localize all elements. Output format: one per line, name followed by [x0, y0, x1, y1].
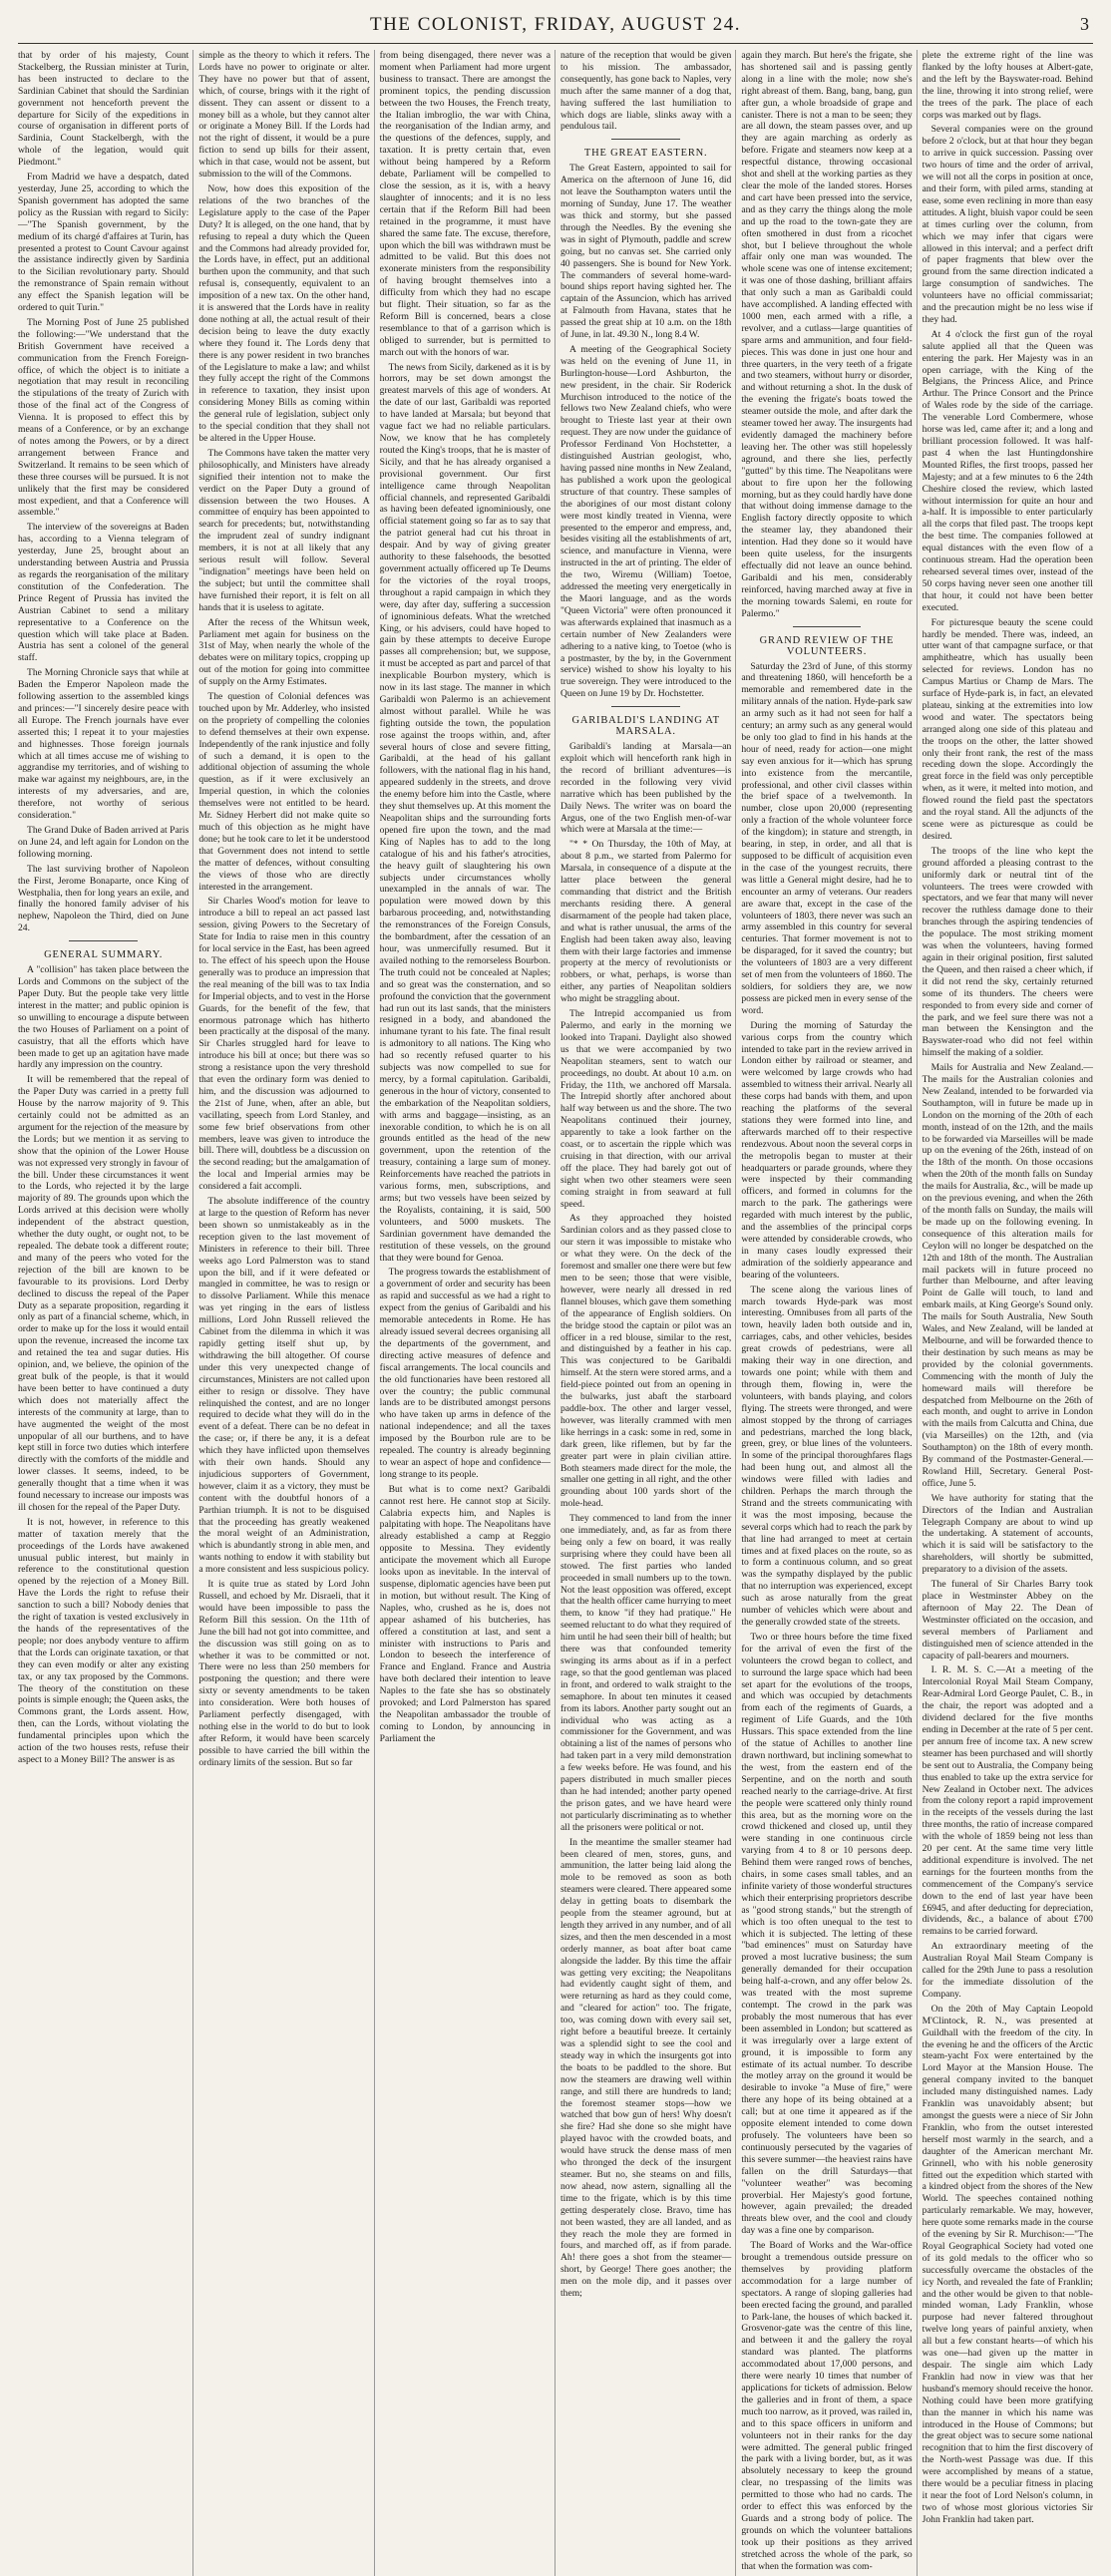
article-paragraph: A "collision" has taken place between the Lords and Commons on the subject of the Paper Duty. But the people take very little interest in the matter; and public opinion is so unwilling to encourage a dispute between the two Houses of Parliament on a point of casuistry, that all the efforts which have been made to get up an agitation have made hardly any impression on the country.: [18, 964, 189, 1071]
article-paragraph: I. R. M. S. C.—At a meeting of the Intercolonial Royal Mail Steam Company, Rear-Admiral Lord George Paulet, C. B., in the chair, the report was adopted and a dividend declared for the five months ending in December at the rate of 5 per cent. per annum free of income tax. A new screw steamer has been purchased and will shortly be sent out to Australia, the Company being thus enabled to take up the extra service for New Zealand in October next. The advices from the colony report a rapid improvement in the receipts of the vessels during the last three months, the ratio of increase compared with the whole of 1859 being not less than 20 per cent. At the same time very little additional expenditure is involved. The net earnings for the fourteen months from the commencement of the Company's service down to the end of last year have been £6945, and after deducting for depreciation, dividends, &c., a balance of about £700 remains to be carried forward.: [922, 1664, 1093, 1938]
article-paragraph: The scene along the various lines of march towards Hyde-park was most interesting. Omnibuses from all parts of the town, heavily laden both outside and in, carriages, cabs, and other vehicles, besides great crowds of pedestrians, were all making their way in one direction, and towards one point; while with them and through them, flowing in, were the volunteers, with bands playing, and colors flying. The streets were thronged, and were almost stopped by the throng of carriages and pedestrians, marched the long black, green, grey, or blue lines of the volunteers. In some of the principal thoroughfares flags had been hung out, and almost all the windows were filled with ladies and children. Perhaps the march through the Strand and the streets communicating with it was the most imposing, because the several corps which had to reach the park by that line had arranged to meet at certain times and at fixed places on the route, so as to form a continuous column, and so great was the sympathy displayed by the public that no interruption was experienced, except such as arose naturally from the great number of vehicles which were about and the generally crowded state of the streets.: [741, 1284, 913, 1628]
section-heading: GARIBALDI'S LANDING AT MARSALA.: [571, 715, 720, 738]
article-paragraph: The Great Eastern, appointed to sail for America on the afternoon of June 16, did not leave the Southampton waters until the morning of Sunday, June 17. The weather was thick and stormy, but she passed through the Needles. By the evening she was in sight of Plymouth, paddle and screw going, but no canvas set. She carried only 40 passengers. She is bound for New York. The commanders of several home-ward-bound ships report having sighted her. The captain of the Assuncion, which has arrived at Falmouth from Havana, states that he passed the great ship at 10 a.m. on the 18th of June, in lat. 49.30 N., long 8.4 W.: [559, 163, 732, 341]
article-paragraph: An extraordinary meeting of the Australian Royal Mail Steam Company is called for the 29th June to pass a resolution for the immediate dissolution of the Company.: [922, 1941, 1093, 2000]
article-paragraph: The interview of the sovereigns at Baden has, according to a Vienna telegram of yesterday, June 25, brought about an understanding between Austria and Prussia as regards the reorganisation of the military constitution of the Confederation. The Prince Regent of Prussia has invited the Austrian Cabinet to send a military representative to a Conference on the question which will take place at Baden. Austria has sent a colonel of the general staff.: [18, 522, 189, 664]
article-paragraph: The Grand Duke of Baden arrived at Paris on June 24, and left again for London on the following morning.: [18, 825, 189, 860]
section-heading: THE GREAT EASTERN.: [583, 148, 708, 160]
article-paragraph: The funeral of Sir Charles Barry took place in Westminster Abbey on the afternoon of May 22. The Dean of Westminster officiated on the occasion, and several members of Parliament and distinguished men of science attended in the capacity of pall-bearers and mourners.: [922, 1579, 1093, 1661]
article-paragraph: During the morning of Saturday the various corps from the country which intended to take part in the review arrived in London either by railroad or steamer, and were welcomed by large crowds who had assembled to witness their arrival. Nearly all these corps had bands with them, and upon reaching the platforms of the several stations they were formed into line, and afterwards marched off to their respective rendezvous. About noon the several corps in the metropolis began to muster at their headquarters or parade grounds, where they were inspected by their commanding officers, and formed in columns for the march to the park. The gatherings were regarded with much interest by the public, and the assemblies of the principal corps were attended by considerable crowds, who in many cases loudly expressed their admiration of the soldierly appearance and bearing of the volunteers.: [741, 1019, 913, 1281]
article-paragraph: For picturesque beauty the scene could hardly be mended. There was, indeed, an utter want of that campagne surface, or that amphitheatre, which has usually been selected for reviews. London has no Campus Martius or Champ de Mars. The surface of Hyde-park is, in fact, an elevated plateau, sinking at the extremities into low wood and water. The spectators being arranged along one side of this plateau and the troops on the other, the latter showed only their front rank, the rest of the mass receding down the slope. Accordingly the great force in the field was only perceptible when, as it were, it melted into motion, and flowed round the field past the spectators and the royal stand. All the adjuncts of the scene were as picturesque as could be desired.: [922, 616, 1093, 842]
article-paragraph: The Intrepid accompanied us from Palermo, and early in the morning we looked into Trapani. Daylight also showed us that we were accompanied by two Neapolitan steamers, sent to watch our proceedings, no doubt. At about 10 a.m. on Friday, the 11th, we anchored off Marsala. The Intrepid shortly after anchored about half way between us and the shore. The two Neapolitans continued their journey, apparently to take a look farther on the coast, or to ascertain the ripple which was cruising in that direction, with our arrival off the place. They had barely got out of sight when two other steamers were seen coming straight in from seaward at full speed.: [559, 1008, 732, 1210]
columns-container: [18, 50, 1093, 2572]
article-paragraph: At 4 o'clock the first gun of the royal salute applied all that the Queen was entering the park. Her Majesty was in an open carriage, with the King of the Belgians, the Princess Alice, and Prince Arthur. The Prince Consort and the Prince of Wales rode by the side of the carriage. The venerable Lord Combermere, whose horse was led, came after it; and a long and brilliant procession followed. It was half-past 4 when the last Huntingdonshire Mounted Rifles, the first troops, passed her Majesty; and at a few minutes to 6 the 24th Cheshire closed the review, which lasted without intermission for quite an hour and a-half. It is impossible to enter particularly all the corps that filed past. The troops kept the best time. The companies followed at equal distances with the even flow of a continuous stream. Had the operation been rehearsed several times over, instead of the 50 corps having never seen one another till that hour, it could not have been better executed.: [922, 328, 1093, 613]
section-heading: GRAND REVIEW OF THE VOLUNTEERS.: [759, 634, 895, 657]
article-paragraph: The Morning Chronicle says that while at Baden the Emperor Napoleon made the following assertion to the assembled kings and princes:—"I sincerely desire peace with all Europe. The French journals have ever asserted this; I repeat it to your majesties and highnesses. Those foreign journals which at all times accuse me of wishing to aggrandise my territories, and of wishing to make war against my neighbours, are, in the interests of my adversaries, and are, therefore, not worthy of serious consideration.": [18, 667, 189, 822]
section-heading: GENERAL SUMMARY.: [44, 949, 164, 961]
column-6: [923, 50, 1093, 2576]
section-rule: [69, 940, 138, 941]
article-paragraph: The Board of Works and the War-office brought a tremendous outside pressure on themselves by providing platform accommodation for a large number of spectators. A range of sloping galleries had been erected facing the ground, and paralled to Park-lane, the houses of which backed it. Grosvenor-gate was the centre of this line, and between it and the gallery the royal standard was planted. The platforms accommodated about 17,000 persons, and there were nearly 10 times that number of applications for tickets of admission. Below the galleries and in front of them, a space much too narrow, as it proved, was railed in, and to this space officers in uniform and volunteers not in their ranks for the day were admitted. The general public fringed the park with a living border, but, as it was absolutely necessary to keep the ground clear, no trespassing of the limits was permitted to those who had no cards. The order to effect this was enforced by the Guards and a strong body of police. The grounds on which the volunteer battalions took up their positions as they arrived stretched across the whole of the park, so that when the formation was com-: [741, 2240, 913, 2572]
article-paragraph: The Commons have taken the matter very philosophically, and Ministers have already signified their intention not to make the verdict on the Paper Duty a ground of dissension between the two Houses. A committee of enquiry has been appointed to search for precedents; but, notwithstanding the imprudent zeal of sundry indignant members, it is not at all likely that any serious result will follow. Several "indignation" meetings have been held on the subject; but until the committee shall have furnished their report, it is felt on all hands that it is useless to agitate.: [198, 447, 370, 613]
article-paragraph: The progress towards the establishment of a government of order and security has been as rapid and successful as we had a right to expect from the genius of Garibaldi and his memorable antecedents in Rome. He has already issued several decrees organising all the departments of the government, and directing active measures of defence and fiscal arrangements. The local councils and the old functionaries have been restored all over the country; the public communal lands are to be distributed amongst persons who have taken up arms in defence of the national independence; and all the taxes imposed by the Bourbon rule are to be repealed. The country is already beginning to wear an aspect of hope and confidence—long strange to its people.: [379, 1267, 551, 1480]
masthead: [18, 6, 1093, 44]
article-paragraph: simple as the theory to which it refers. The Lords have no power to originate or alter. They have no power but that of assent, which, of course, brings with it the right of dissent. They can assent or dissent to a money bill as a whole, but they cannot alter or originate a Money Bill. If the Lords had not the right of dissent, it would be a pure fiction to send up bills for their assent, which in that case, would not be assent, but submission to the will of the Commons.: [198, 50, 370, 181]
column-1: [18, 50, 188, 2576]
section-rule: [611, 706, 680, 707]
article-paragraph: A meeting of the Geographical Society was held on the evening of June 11, in Burlington-house—Lord Ashburton, the new president, in the chair. Sir Roderick Murchison introduced to the notice of the fellows two New Zealand chiefs, who were brought to Trieste last year at their own request. They are now under the guidance of Professor Ferdinand Von Hochstetter, a distinguished Austrian geologist, who, having passed nine months in New Zealand, has published a work upon the geological structure of that country. These samples of the aborigines of our most distant colony were most kindly treated in Vienna, were presented to the emperor and empress, and, besides visiting all the establishments of art, science, and manufacture in Vienna, were instructed in the art of printing. The elder of the two, Wiremu (William) Toetoe, addressed the meeting very energetically in the Maori language, and as the words "Queen Victoria" were often pronounced it was afterwards explained that inasmuch as a certain number of New Zealanders were adhering to a native king, to Toetoe (who is a postmaster, by the by, in the Government service) wished to show his loyalty to his true sovereign. They were introduced to the Queen on June 19 by Dr. Hochstetter.: [559, 343, 732, 700]
article-paragraph: From Madrid we have a despatch, dated yesterday, June 25, according to which the Spanish government has adopted the same policy as the Russian with regard to Sicily:—"The Spanish government, by the medium of its chargé d'affaires at Turin, has presented a protest to Count Cavour against the assistance indirectly given by Sardinia to the Sicilian revolutionary party. Should the remonstrance of Spain remain without any effect the Spanish legation will be ordered to quit Turin.": [18, 172, 189, 314]
column-4: [560, 50, 731, 2576]
article-paragraph: Sir Charles Wood's motion for leave to introduce a bill to repeal an act passed last session, giving Powers to the Secretary of State for India to raise men in this country for local service in the East, has been agreed to. The effect of his speech upon the House generally was to produce an impression that the real meaning of the bill was to tax India for Imperial objects, and to vest in the Horse Guards, for the benefit of the few, that enormous patronage which has hitherto been practically at the disposal of the many. Sir Charles struggled hard for leave to introduce his bill at once; but there was so strong a resistance upon the very threshold that even the ordinary form was denied to him, and the discussion was adjourned to the 21st of June, when, after an able, but vacillating, speech from Lord Stanley, and some few brief observations from other members, leave was given to introduce the bill. There will, doubtless be a discussion on the second reading; but the amalgamation of the local and Imperial armies may be considered a fait accompli.: [198, 896, 370, 1193]
article-paragraph: The absolute indifference of the country at large to the question of Reform has never been shown so unmistakeably as in the reception given to the last movement of Ministers in reference to their bill. Three weeks ago Lord Palmerston was to stand upon the bill, and if it were defeated or mangled in committee, he was to resign or to dissolve Parliament. While this menace was yet ringing in the ears of listless millions, Lord John Russell relieved the Cabinet from the dilemma in which it was rapidly getting itself shut up, by withdrawing the bill altogether. Of course under this very unexpected change of circumstances, Ministers are not called upon either to resign or dissolve. They have relinquished the contest, and are no longer required to decide what they will do in the event of a defeat. There can be no defeat in the case; or, if there be any, it is a defeat which they have inflicted upon themselves with their own hands. Should any injudicious supporters of Government, however, claim it as a victory, they must be content with the doubtful honors of a Parthian triumph. It is not to be disguised that the proceeding has greatly weakened the moral weight of an Administration, which is abundantly strong in able men, and wants nothing to endow it with stability but a more consistent and less suspicious policy.: [198, 1196, 370, 1576]
article-paragraph: As they approached they hoisted Sardinian colors and as they passed close to our stern it was impossible to mistake who or what they were. On the deck of the foremost and smaller one there were but few men to be seen; those that were visible, however, were nearly all dressed in red flannel blouses, which gave them something of the appearance of English soldiers. On the bridge stood the captain or pilot was an officer in a red blouse, similar to the rest, and distinguished by a feather in his cap. This was conjectured to be Garibaldi himself. At the stern were stored arms, and a field-piece pointed out from an opening in the bulwarks, just abaft the starboard paddle-box. The other and larger vessel, however, was literally crammed with men like herrings in a cask: some in red, some in dark green, like riflemen, but by far the greater part were in plain civilian attire. Both steamers made direct for the mole, the smaller one getting in all right, and the other grounding about 100 yards short of the mole-head.: [559, 1213, 732, 1510]
article-paragraph: Saturday the 23rd of June, of this stormy and threatening 1860, will henceforth be a memorable and remembered date in the military annals of the nation. Hyde-park saw an army such as it had not seen for half a century; an army such as any general would be only too glad to find in his hands at the hour of need, ready for action—one might say even anxious for it—which has sprung into existence from the mercantile, professional, and other civil classes within the brief space of a twelvemonth. In number, close upon 20,000 (representing only a fraction of the whole volunteer force of the kingdom); in stature and strength, in bearing, in step, in order, and all that is supposed to be difficult of acquisition even in the case of the youngest recruits, there was little a General might desire, had he to encounter an army of veterans. Our readers are aware that, except in the case of the volunteers of 1803, there never was such an army assembled in this country for several centuries. That former movement is not to be disparaged, for it saved the country; but the volunteers of 1803 are a very different set of men from the volunteers of 1860. The soldiers, for soldiers they are, we now possess are picked men in every sense of the word.: [741, 660, 913, 1016]
section-rule: [793, 626, 862, 627]
article-paragraph: that by order of his majesty, Count Stackelberg, the Russian minister at Turin, has been instructed to declare to the Sardinian Cabinet that should the Sardinian government not henceforth prevent the departure for Sicily of the expeditions in course of organisation in different ports of Sardinia, Count Stackelbergh, with the whole of the legation, would quit Piedmont.": [18, 50, 189, 169]
article-paragraph: Mails for Australia and New Zealand.—The mails for the Australian colonies and New Zealand, intended to be forwarded via Southampton, will in future be made up in London on the morning of the 20th of each month, instead of on the 12th, and the mails to be forwarded via Marseilles will be made up on the evening of the 26th, instead of on the 18th of the month. On those occasions when the 20th of the month falls on Sunday the mails for Australia, &c., will be made up on the previous evening, and when the 26th of the month falls on Sunday, the mails will be made up on the following evening. In consequence of this alteration mails for Ceylon will no longer be despatched on the 12th and 18th of the month. The Australian mail packets will in future proceed no further than Melbourne, and after leaving Point de Galle will touch, to land and embark mails, at King George's Sound only. The mails for South Australia, New South Wales, and New Zealand, will be landed at Melbourne, and will be forwarded thence to their destination by such means as may be provided by the colonial governments. Commencing with the month of July the homeward mails will therefore be despatched from Melbourne on the 26th of each month, and ought to arrive in London with the mails from Calcutta and China, due (via Marseilles) on the 12th, and (via Southampton) on the 18th of every month. By command of the Postmaster-General.—Rowland Hill, Secretary. General Post-office, June 5.: [922, 1062, 1093, 1489]
article-paragraph: On the 20th of May Captain Leopold M'Clintock, R. N., was presented at Guildhall with the freedom of the city. In the evening he and the officers of the Arctic steam-yacht Fox were entertained by the Lord Mayor at the Mansion House. The general company invited to the banquet included many distinguished names. Lady Franklin was unavoidably absent; but amongst the guests were a niece of Sir John Franklin, who from the outset interested herself most warmly in the search, and a daughter of the American merchant Mr. Grinnell, who with his noble generosity fitted out the expedition which started with a kindred object from the shores of the New World. The speeches contained nothing particularly remarkable. We may, however, here quote some remarks made in the course of the evening by Sir R. Murchison:—"The Royal Geographical Society had voted one of its gold medals to the officer who so successfully overcame the obstacles of the icy North, and revealed the fate of Franklin; and the other would be given to that noble-minded woman, Lady Franklin, whose purpose had never faltered throughout twelve long years of painful anxiety, when all but a few constant hearts—of which his was one—had given up the matter in despair. The single aim which Lady Franklin had now in view was that her husband's memory should receive the honor. Nothing could have been more gratifying than the manner in which his name was introduced in the House of Commons; but the great object was to secure some national recognition that to him the first discovery of the North-west Passage was due. If this were accomplished by means of a statue, there would be a peculiar fitness in placing it near the foot of Lord Nelson's column, in two of whose most glorious victories Sir John Franklin had taken part.: [922, 2003, 1093, 2525]
article-paragraph: Now, how does this exposition of the relations of the two branches of the Legislature apply to the case of the Paper Duty? It is alleged, on the one hand, that by refusing to repeal a duty which the Queen and the Commons had already provided for, the Lords have, in effect, put an additional burthen upon the community, and that such refusal is, consequently, equivalent to an imposition of a new tax. On the other hand, it is answered that the Lords have in reality done nothing at all, the actual result of their decision being to leave the duty exactly where they found it. The Lords deny that there is any power resident in two branches of the Legislature to make a law; and whilst they fully accept the right of the Commons in reference to taxation, they insist upon considering Money Bills as coming within the general rule of legislation, subject only to the special condition that they shall not be altered in the Upper House.: [198, 183, 370, 444]
article-paragraph: The Morning Post of June 25 published the following:—"We understand that the British Government have received a communication from the French Foreign-office, of which the object is to initiate a negotiation that may result in reconciling the stipulations of the treaty of Zurich with those of the final act of the Congress of Vienna. It is proposed to effect this by means of a Conference, or by an exchange of notes among the Powers, or by a direct arrangement between France and Switzerland. It remains to be seen which of these three courses will be pursued. It is not unlikely that the first may be considered most expedient, and that a Conference will assemble.": [18, 316, 189, 519]
article-paragraph: The troops of the line who kept the ground afforded a pleasing contrast to the uniformly dark or neutral tint of the volunteers. The trees were crowded with spectators, and we fear that many will never recover the ruthless damage done to their branches through the aspiring tendencies of the populace. The most striking moment was when the volunteers, having formed again in their original position, first saluted the Queen, and then raised a cheer which, if it did not rend the sky, certainly returned some of its thunders. The cheers were responded to from every side and corner of the park, and we feel sure there was not a man between the Kensington and the Bayswater-road who did not feel within himself the making of a soldier.: [922, 845, 1093, 1059]
newspaper-title: THE COLONIST, FRIDAY, AUGUST 24.: [370, 14, 741, 35]
article-paragraph: The question of Colonial defences was touched upon by Mr. Adderley, who insisted on the propriety of compelling the colonies to defend themselves at their own expense. Independently of the rank injustice and folly of such a demand, it is open to the additional objection of assuming the whole question, as if it were exclusively an Imperial question, in which the colonies themselves were not entitled to be heard. Mr. Sidney Herbert did not make quite so much of this objection as he might have done; but he took care to let it be understood that Government does not intend to settle the matter of defences, without consulting the views of those who are directly interested in the arrangement.: [198, 691, 370, 893]
article-paragraph: In the meantime the smaller steamer had been cleared of men, stores, guns, and ammunition, the latter being laid along the mole to be removed as soon as both steamers were cleared. There appeared some delay in getting boats to disembark the people from the steamer aground, but at length they arrived in any number, and of all sizes, and then the men descended in a most orderly manner, as boat after boat came alongside the ladder. By this time the affair was getting very exciting; the Neapolitans had evidently caught sight of them, and were returning as hard as they could come, and "cleared for action" too. The frigate, too, was coming down with every sail set, right before a beautiful breeze. It certainly was a splendid sight to see the cool and steady way in which the insurgents got into the boats to be paddled to the shore. But now the steamers are drawing well within range, and still there are hundreds to land; the foremost steamer stops—how we watched that bow gun of hers! Why doesn't she fire? Had she done so she might have played havoc with the crowded boats, and would have struck the dense mass of men who thronged the deck of the insurgent steamer. But no, she steams on and fills, now ahead, now astern, signalling all the time to the frigate, which is by this time getting desperately close. Bravo, time has not been wasted, they are all landed, and as they reach the mole they are formed in fours, and marched off, as if from parade. Ah! there goes a shot from the steamer—short, by George! There goes another; the men on the mole dip, and it passes over them;: [559, 1836, 732, 2300]
article-paragraph: "* * On Thursday, the 10th of May, at about 8 p.m., we started from Palermo for Marsala, in consequence of a dispute at the latter place between the general commanding that district and the British merchants residing there. A general disarmament of the people had taken place, and what is rather unusual, the arms of the English had been taken away also, leaving them with their large factories and immense property at the mercy of revolutionists or robbers, or what, perhaps, is worse than either, any parties of Neapolitan soldiers who might be straggling about.: [559, 839, 732, 1005]
article-paragraph: We have authority for stating that the Directors of the Indian and Australian Telegraph Company are about to wind up the undertaking. A statement of accounts, which it is said will be satisfactory to the shareholders, will shortly be submitted, preparatory to a division of the assets.: [922, 1492, 1093, 1576]
column-5: [741, 50, 912, 2576]
article-paragraph: plete the extreme right of the line was flanked by the lofty houses at Albert-gate, and the left by the Bayswater-road. Behind the line, throwing it into strong relief, were the trees of the park. The place of each corps was marked out by flags.: [922, 50, 1093, 121]
article-paragraph: The last surviving brother of Napoleon the First, Jerome Bonaparte, once King of Westphalia, then for long years an exile, and finally the honored family adviser of his nephew, Napoleon the Third, died on June 24.: [18, 863, 189, 934]
section-rule: [611, 139, 680, 140]
article-paragraph: It is quite true as stated by Lord John Russell, and echoed by Mr. Disraeli, that it would have been impossible to pass the Reform Bill this session. On the 11th of June the bill had not got into committee, and the discussion was still going on as to whether it was to be committed or not. There were no less than 250 members for postponing the question; and there were sixty or seventy amendments to be taken into consideration. Were both houses of Parliament perfectly disengaged, with nothing else in the world to do but to look after Reform, it would have been scarcely possible to have carried the bill within the ordinary limits of the session. But so far: [198, 1579, 370, 1768]
article-paragraph: It will be remembered that the repeal of the Paper Duty was carried in a pretty full House by the narrow majority of 9. This certainly could not be admitted as an argument for the rejection of the measure by the Lords; but we mention it as serving to show that the opinion of the Lower House was not expressed very strongly in favour of the bill. Under these circumstances it went to the Lords, who rejected it by the large majority of 89. The grounds upon which the Lords arrived at this decision were wholly independent of the abstract question, whether the duty ought, or ought not, to be repealed. The debate took a different route; and many of the peers who voted for the rejection of the bill are known to be favourable to its provisions. Lord Derby declined to discuss the repeal of the Paper Duty as a separate proposition, regarding it only as part of a financial scheme, which, in order to make up for the loss it would entail upon the revenue, increased the income tax and retained the tea and sugar duties. His opinion, and, we believe, the opinion of the great bulk of the people, is that it would have been better to have continued a duty which does not materially affect the interests of the community at large, than to have augmented the weight of the most unpopular of all our burthens, and to have kept still in force two duties which interfere directly with the comforts of the middle and lower classes. It seems, indeed, to be generally thought that a time when it was found necessary to increase our imposts was ill chosen for the repeal of the Paper Duty.: [18, 1074, 189, 1513]
article-paragraph: Garibaldi's landing at Marsala—an exploit which will henceforth rank high in the record of brilliant adventures—is recorded in the following very vivid narrative which has been published by the Daily News. The writer was on board the Argus, one of the two English men-of-war which were at Marsala at the time:—: [559, 741, 732, 836]
article-paragraph: But what is to come next? Garibaldi cannot rest here. He cannot stop at Sicily. Calabria expects him, and Naples is palpitating with hope. The Neapolitans have already established a camp at Reggio opposite to Messina. They evidently anticipate the movement which all Europe looks upon as inevitable. In the interval of suspense, diplomatic agencies have been put in motion, but without result. The King of Naples, who, crushed as he is, does not appear ashamed of his butcheries, has offered a constitution at last, and sent a minister with instructions to Paris and London to beseech the interference of France and England. France and Austria have both declared their intention to leave Naples to the fate she has so obstinately provoked; and Lord Palmerston has spared the Neapolitan ambassador the trouble of coming to London, by announcing in Parliament the: [379, 1483, 551, 1744]
article-paragraph: again they march. But here's the frigate, she has shortened sail and is passing gently along in a line with the mole; now she's right abreast of them. Bang, bang, bang, gun after gun, a whole broadside of grape and canister. There is not a man to be seen; they are all down, the steam passes over, and up they are again marching as orderly as before. Frigate and steamers now keep at a respectful distance, throwing occasional shot and shell at the working parties as they clear the mole of the landed stores. Horses and cart have been pressed into the service, and as they carry the things along the mole and up the road to the town-gate they are often smothered in dust from a ricochet shot, but I believe throughout the whole affair only one man was wounded. The whole scene was one of intense excitement; it was one of those dashing, brilliant affairs that only such a man as Garibaldi could have accomplished. A landing effected with 1000 men, each armed with a rifle, a revolver, and a cutlass—large quantities of spare arms and ammunition, and four field-pieces. This was done in just one hour and three quarters, in the very teeth of a frigate and two steamers, without hurry or disorder, and without returning a shot. In the dusk of the evening the frigate's boats towed the steamer outside the mole, and after dark the steamer towed her away. The insurgents had evidently damaged the machinery before leaving her. The other was still hopelessly aground, and there she lies, perfectly "gutted" by this time. The Neapolitans were about to fire upon her the following morning, but as they could hardly have done that without doing immense damage to the English factory directly opposite to which the steamer lay, they abandoned their intention. Had they done so it would have been quite useless, for the insurgents effectually did not leave an ounce behind. Garibaldi and his men, considerably reinforced, having marched away at five in the morning towards Salemi, en route for Palermo.": [741, 50, 913, 619]
article-paragraph: After the recess of the Whitsun week, Parliament met again for business on the 31st of May, when nearly the whole of the debates were on military topics, cropping up out of the motion for going into committee of supply on the Army Estimates.: [198, 616, 370, 688]
page-number: 3: [1080, 14, 1089, 34]
article-paragraph: They commenced to land from the inner one immediately, and, as far as from there being only a few on board, it was really surprising where they could have been all stowed. The first parties who landed proceeded in small numbers up to the town. Not the least opposition was offered, except that the health officer came hurrying to meet them, to know "if they had pratique." He seemed reluctant to do what they required of him until he had seen their bill of health; but there was that confounded temerity swinging its arms about as if in a perfect rage, so that the good gentleman was placed in front, and ordered to walk straight to the semaphore. In about ten minutes it ceased from its labors. Another party sought out an individual who was acting as a commissioner for the Government, and was obtaining a list of the names of persons who had taken part in a very mild demonstration a few weeks before. He was found, and his papers distributed in much smaller pieces than he had intended; another party opened the prison gates, and we have heard were not particularly discriminating as to whether all the prisoners were political or not.: [559, 1513, 732, 1833]
article-paragraph: Several companies were on the ground before 2 o'clock, but at that hour they began to arrive in quick succession. Passing over two hours of time and the order of arrival, we will not all the corps in position at once, and their form, with piled arms, standing at ease, some even reclining in more than easy attitudes. A light, bluish vapor could be seen at times curling over the column, from which we may infer that cigars were allowed in this interval; and a perfect drift of paper fragments that blew over the ground from the same direction indicated a large consumption of sandwiches. The volunteers have no official commissariat; and the precaution might be no less wise if they had.: [922, 124, 1093, 325]
article-paragraph: from being disengaged, there never was a moment when Parliament had more urgent business to transact. There are amongst the prominent topics, the pending discussion between the two Houses, the French treaty, the Italian imbroglio, the war with China, the reorganisation of the Indian army, and the questions of the defences, supply, and taxation. It is pretty certain that, even without being hampered by a Reform debate, Parliament will be compelled to close the session, as it is, with a heavy slaughter of innocents; and it is no less certain that if the Reform Bill had been retained in the programme, it must have shared the same fate. The excuse, therefore, upon which the bill was withdrawn must be admitted to be valid. But this does not exonerate ministers from the responsibility of having brought themselves into a difficulty from which they had no escape but flight. Their situation, so far as the Reform Bill is concerned, bears a close resemblance to that of a garrison which is obliged to surrender, but is permitted to march out with the honors of war.: [379, 50, 551, 358]
article-paragraph: nature of the reception that would be given to his mission. The ambassador, consequently, has gone back to Naples, very much after the same manner of a dog that, having suffered the last humiliation to which dogs are liable, slinks away with a pendulous tail.: [559, 50, 732, 133]
article-paragraph: The news from Sicily, darkened as it is by horrors, may be set down amongst the greatest marvels of this age of wonders. At the date of our last, Garibaldi was reported to have landed at Marsala; but beyond that vague fact we had no reliable particulars. Now, we know that he has completely routed the King's troops, that he is master of Sicily, and that he has already organised a provisional government. Our first intelligence came through Neapolitan official channels, and represented Garibaldi as having been defeated ignominiously, one official statement going so far as to say that the patriot general had cut his throat in despair. And by way of giving greater authority to these falsehoods, the besotted government actually officered up Te Deums for the victories of the royal troops, throughout a rapid campaign in which they were, day after day, suffering a succession of ignominious defeats. What the wretched King, or his advisers, could have hoped to gain by these attempts to deceive Europe passes all comprehension; but, we suppose, it must be accepted as part and parcel of that inexplicable Bourbon mystery, which is now in its last stage. The manner in which Garibaldi won Palermo is an achievement almost without parallel. While he was fighting outside the town, the population rose against the troops within, and, after several hours of close and severe fitting, Garibaldi, at the head of his gallant followers, with the national flag in his hand, appeared suddenly in the streets, and drove the enemy before him into the Castle, where they shut themselves up. At this moment the Neapolitan ships and the surrounding forts opened fire upon the town, and the mad King of Naples has to add to the long catalogue of his and his father's atrocities, the heavy guilt of slaughtering his own subjects under circumstances wholly unexampled in the annals of war. The population were mowed down by this barbarous proceeding, and, notwithstanding the remonstrances of the Foreign Consuls, the bombardment, after the cessation of an hour, was unmercifully resumed. But it availed nothing to the remorseless Bourbon. The truth could not be concealed at Naples; and so great was the consternation, and so profound the conviction that the government had run out its last sands, that the ministers resigned in a body, and abandoned the inhumane tyrant to his fate. The final result is admonitory to all nations. The King who had so recently refused quarter to his subjects was now compelled to sue for mercy, by a formal capitulation. Garibaldi, generous in the hour of victory, consented to the embarkation of the Neapolitan soldiers, with arms and baggage—insisting, as an inexorable condition, to which he is on all grounds entitled as the head of the new government, upon the retention of the treasury, containing a large sum of money. Reinforcements have reached the patriots in various forms, men, subscriptions, and arms; but two vessels have been seized by the Royalists, containing, it is said, 500 volunteers, and 5000 muskets. The Sardinian government have demanded the restitution of these vessels, on the ground that they were bound for Genoa.: [379, 361, 551, 1264]
column-3: [380, 50, 551, 2576]
article-paragraph: Two or three hours before the time fixed for the arrival of even the first of the volunteers the crowd began to collect, and to surround the large space which had been set apart for the evolutions of the troops, and which was occupied by detachments from each of the regiments of Guards, a regiment of Life Guards, and the 10th Hussars. This space extended from the line of the statue of Achilles to another line drawn northward, but inclining somewhat to the west, from the eastern end of the Serpentine, and on the north and south reached nearly to the carriage-drive. At first the people were scattered only thinly round this area, but as the morning wore on the crowd thickened and closed up, until they were standing in one continuous circle varying from 4 to 8 or 10 persons deep. Behind them were ranged rows of benches, chairs, in some cases small tables, and an infinite variety of those wonderful structures which their enterprising proprietors describe as "good strong stands," but the strength of which is too often unequal to the test to which it is subjected. The letting of these "bad eminences" must on Saturday have proved a most lucrative business; the sum generally demanded for their occupation being half-a-crown, and any offer below 2s. was treated with the most supreme contempt. The crowd in the park was probably the most numerous that has ever been assembled in London; but scattered as it was irregularly over a large extent of ground, it is impossible to form any estimate of its actual number. To describe the motley array on the ground it would be desirable to invoke "a Muse of fire," were there any hope of its being obtained at a call; but at one time it appeared as if the opposite element intended to come down profusely. The volunteers have been so continuously persecuted by the vagaries of this severe summer—the heaviest rains have fallen on the drill Saturdays—that "volunteer weather" was becoming proverbial. Her Majesty's good fortune, however, again prevailed; the dreaded threats blew over, and the cool and cloudy day was a fine one by comparison.: [741, 1631, 913, 2237]
column-2: [198, 50, 369, 2576]
article-paragraph: It is not, however, in reference to this matter of taxation merely that the proceedings of the Lords have awakened unusual public interest, but mainly in reference to the constitutional question opened by the rejection of a Money Bill. Have the Lords the right to refuse their sanction to such a bill? Nobody denies that the right of taxation is vested exclusively in the hands of the representatives of the people; nor does anybody venture to affirm that the Lords can originate taxation, or that they can even modify or alter any existing tax, or any tax proposed by the Commons. The theory of the constitution on these points is simple enough; the Queen asks, the Commons grant, the Lords assent. How, then, can the Lords, without violating the fundamental principles upon which the action of the two houses rests, refuse their aspect to a Money Bill? The answer is as: [18, 1516, 189, 1765]
masthead-rule: [18, 43, 1093, 44]
